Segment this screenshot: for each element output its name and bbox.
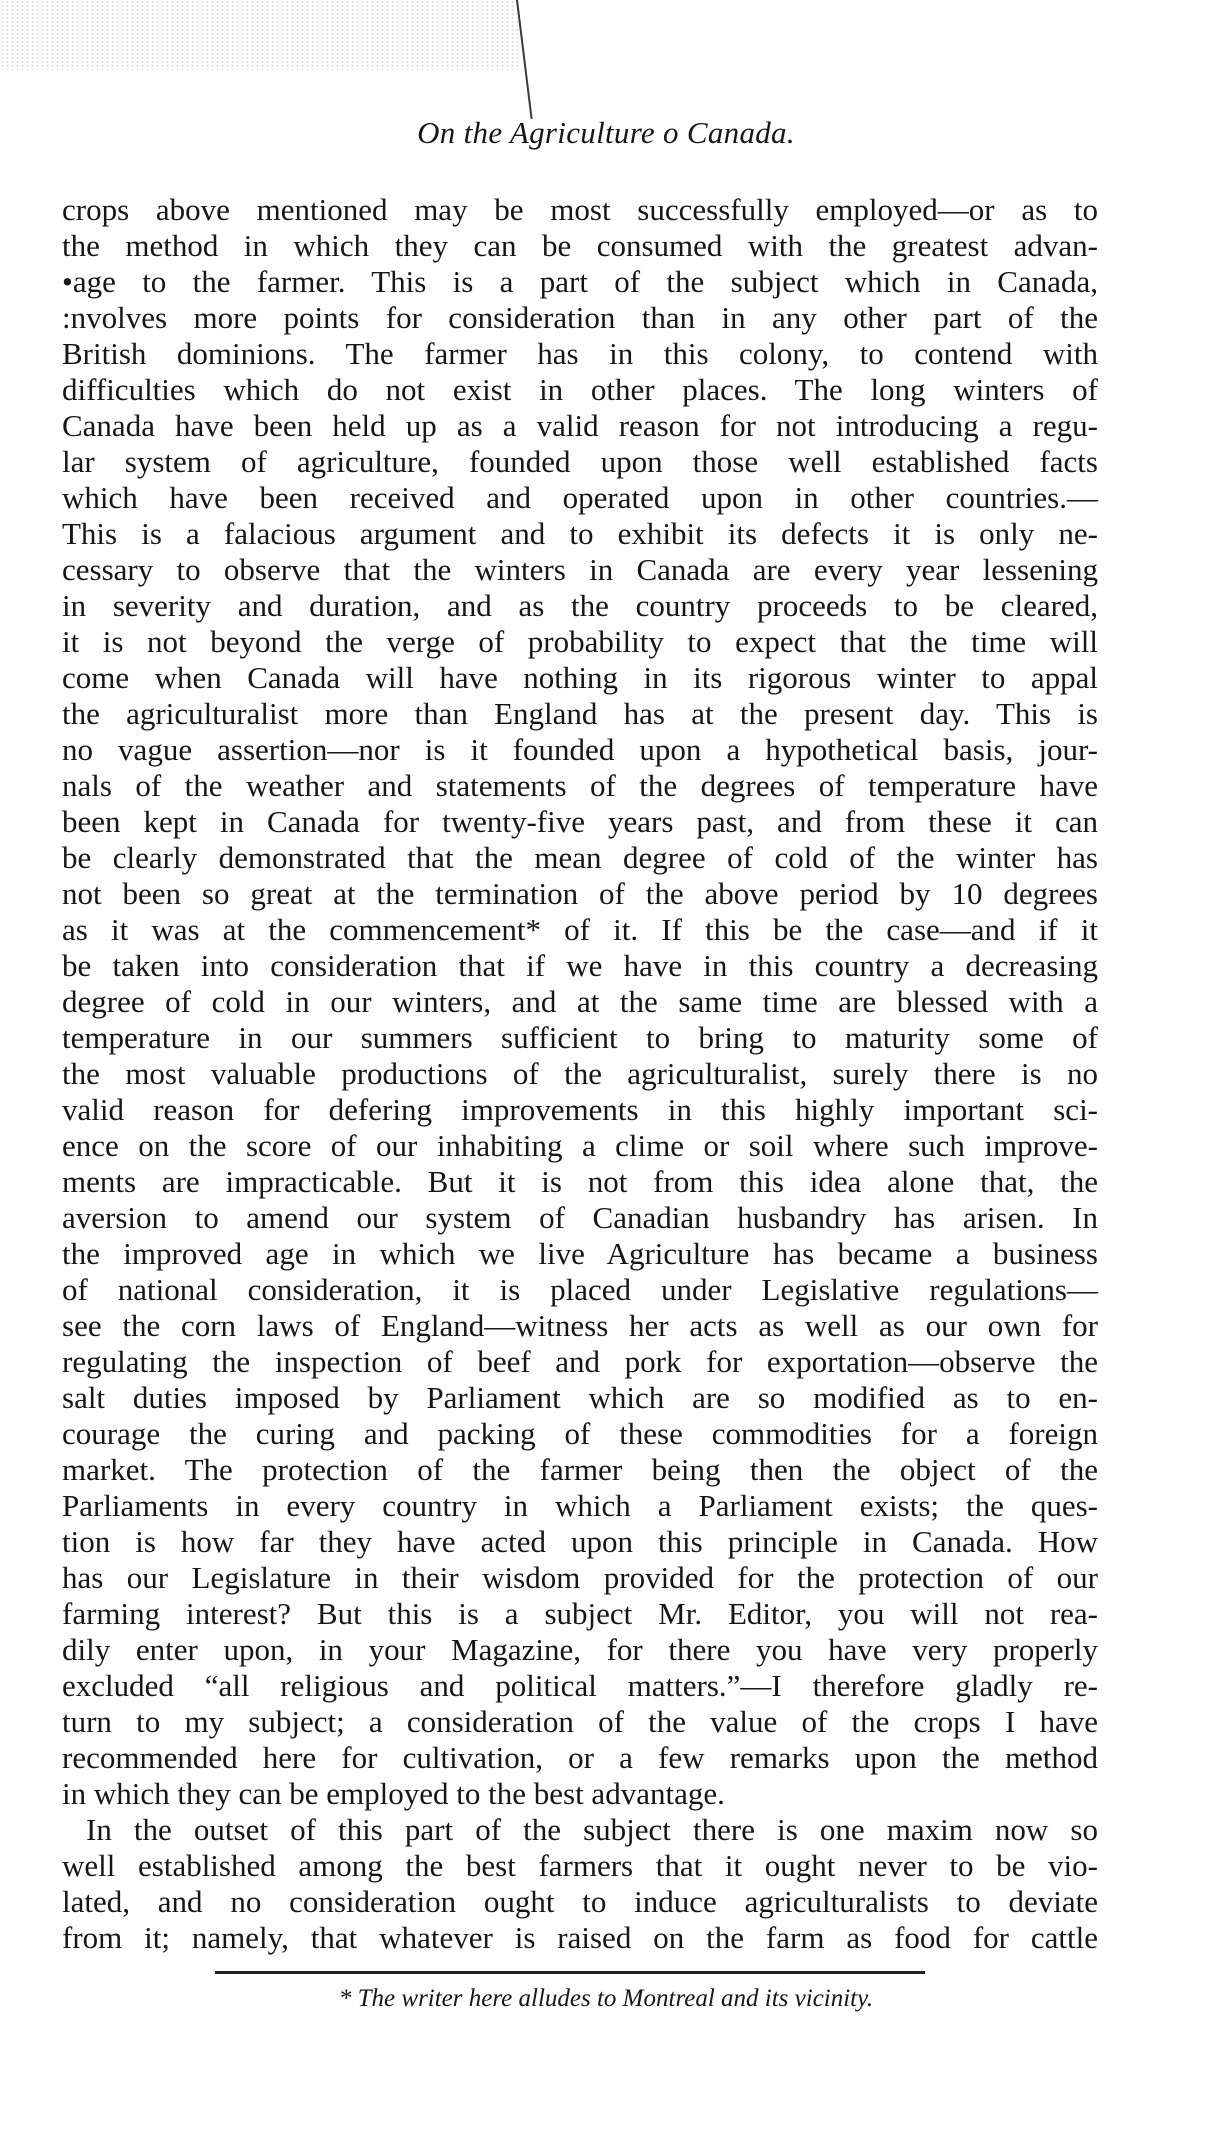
text-line: :nvolves more points for consideration than in any other part of the [62, 300, 1098, 335]
text-line: been kept in Canada for twenty-five years past, and from these it can [62, 804, 1098, 839]
text-line: crops above mentioned may be most successfully employed—or as to [62, 192, 1098, 227]
text-line: recommended here for cultivation, or a few remarks upon the method [62, 1740, 1098, 1775]
text-line: excluded “all religious and political matters.”—I therefore gladly re- [62, 1668, 1098, 1703]
text-line: as it was at the commencement* of it. If this be the case—and if it [62, 912, 1098, 947]
text-line: courage the curing and packing of these commodities for a foreign [62, 1416, 1098, 1451]
text-line: This is a falacious argument and to exhibit its defects it is only ne- [62, 516, 1098, 551]
text-line: ments are impracticable. But it is not from this idea alone that, the [62, 1164, 1098, 1199]
text-line: cessary to observe that the winters in Canada are every year lessening [62, 552, 1098, 587]
footnote-rule [215, 1971, 925, 1974]
text-line: in severity and duration, and as the country proceeds to be cleared, [62, 588, 1098, 623]
text-line: the improved age in which we live Agriculture has became a business [62, 1236, 1098, 1271]
text-line: be taken into consideration that if we have in this country a decreasing [62, 948, 1098, 983]
text-line: •age to the farmer. This is a part of the subject which in Canada, [62, 264, 1098, 299]
text-line: not been so great at the termination of the above period by 10 degrees [62, 876, 1098, 911]
text-line: dily enter upon, in your Magazine, for there you have very properly [62, 1632, 1098, 1667]
text-line: come when Canada will have nothing in its rigorous winter to appal [62, 660, 1098, 695]
text-line: lar system of agriculture, founded upon those well established facts [62, 444, 1098, 479]
text-line: from it; namely, that whatever is raised on the farm as food for cattle [62, 1920, 1098, 1955]
text-line: difficulties which do not exist in other places. The long winters of [62, 372, 1098, 407]
text-line: in which they can be employed to the best advantage. [62, 1776, 725, 1811]
text-line: the method in which they can be consumed with the greatest advan- [62, 228, 1098, 263]
text-line: the most valuable productions of the agriculturalist, surely there is no [62, 1056, 1098, 1091]
scan-speckle [0, 0, 520, 70]
text-line: temperature in our summers sufficient to bring to maturity some of [62, 1020, 1098, 1055]
text-line: regulating the inspection of beef and pork for exportation—observe the [62, 1344, 1098, 1379]
text-line: Canada have been held up as a valid reason for not introducing a regu- [62, 408, 1098, 443]
text-line: British dominions. The farmer has in this colony, to contend with [62, 336, 1098, 371]
text-line: has our Legislature in their wisdom provided for the protection of our [62, 1560, 1098, 1595]
text-line: the agriculturalist more than England has at the present day. This is [62, 696, 1098, 731]
text-line: In the outset of this part of the subject there is one maxim now so [86, 1812, 1098, 1847]
text-line: valid reason for defering improvements in this highly important sci- [62, 1092, 1098, 1127]
text-line: be clearly demonstrated that the mean degree of cold of the winter has [62, 840, 1098, 875]
text-line: lated, and no consideration ought to induce agriculturalists to deviate [62, 1884, 1098, 1919]
text-line: which have been received and operated upon in other countries.— [62, 480, 1098, 515]
text-line: aversion to amend our system of Canadian husbandry has arisen. In [62, 1200, 1098, 1235]
text-line: degree of cold in our winters, and at the same time are blessed with a [62, 984, 1098, 1019]
text-line: Parliaments in every country in which a Parliament exists; the ques- [62, 1488, 1098, 1523]
footnote: * The writer here alludes to Montreal and its vicinity. [338, 1985, 874, 2012]
running-head: On the Agriculture o Canada. [417, 115, 795, 150]
text-line: nals of the weather and statements of the degrees of temperature have [62, 768, 1098, 803]
text-line: market. The protection of the farmer being then the object of the [62, 1452, 1098, 1487]
text-line: ence on the score of our inhabiting a clime or soil where such improve- [62, 1128, 1098, 1163]
text-line: no vague assertion—nor is it founded upon a hypothetical basis, jour- [62, 732, 1098, 767]
text-line: salt duties imposed by Parliament which are so modified as to en- [62, 1380, 1098, 1415]
text-line: turn to my subject; a consideration of the value of the crops I have [62, 1704, 1098, 1739]
text-line: see the corn laws of England—witness her acts as well as our own for [62, 1308, 1098, 1343]
text-line: tion is how far they have acted upon this principle in Canada. How [62, 1524, 1098, 1559]
text-line: of national consideration, it is placed under Legislative regulations— [62, 1272, 1098, 1307]
text-line: it is not beyond the verge of probability to expect that the time will [62, 624, 1098, 659]
text-line: well established among the best farmers that it ought never to be vio- [62, 1848, 1098, 1883]
text-line: farming interest? But this is a subject Mr. Editor, you will not rea- [62, 1596, 1098, 1631]
body-text [62, 192, 1098, 1956]
